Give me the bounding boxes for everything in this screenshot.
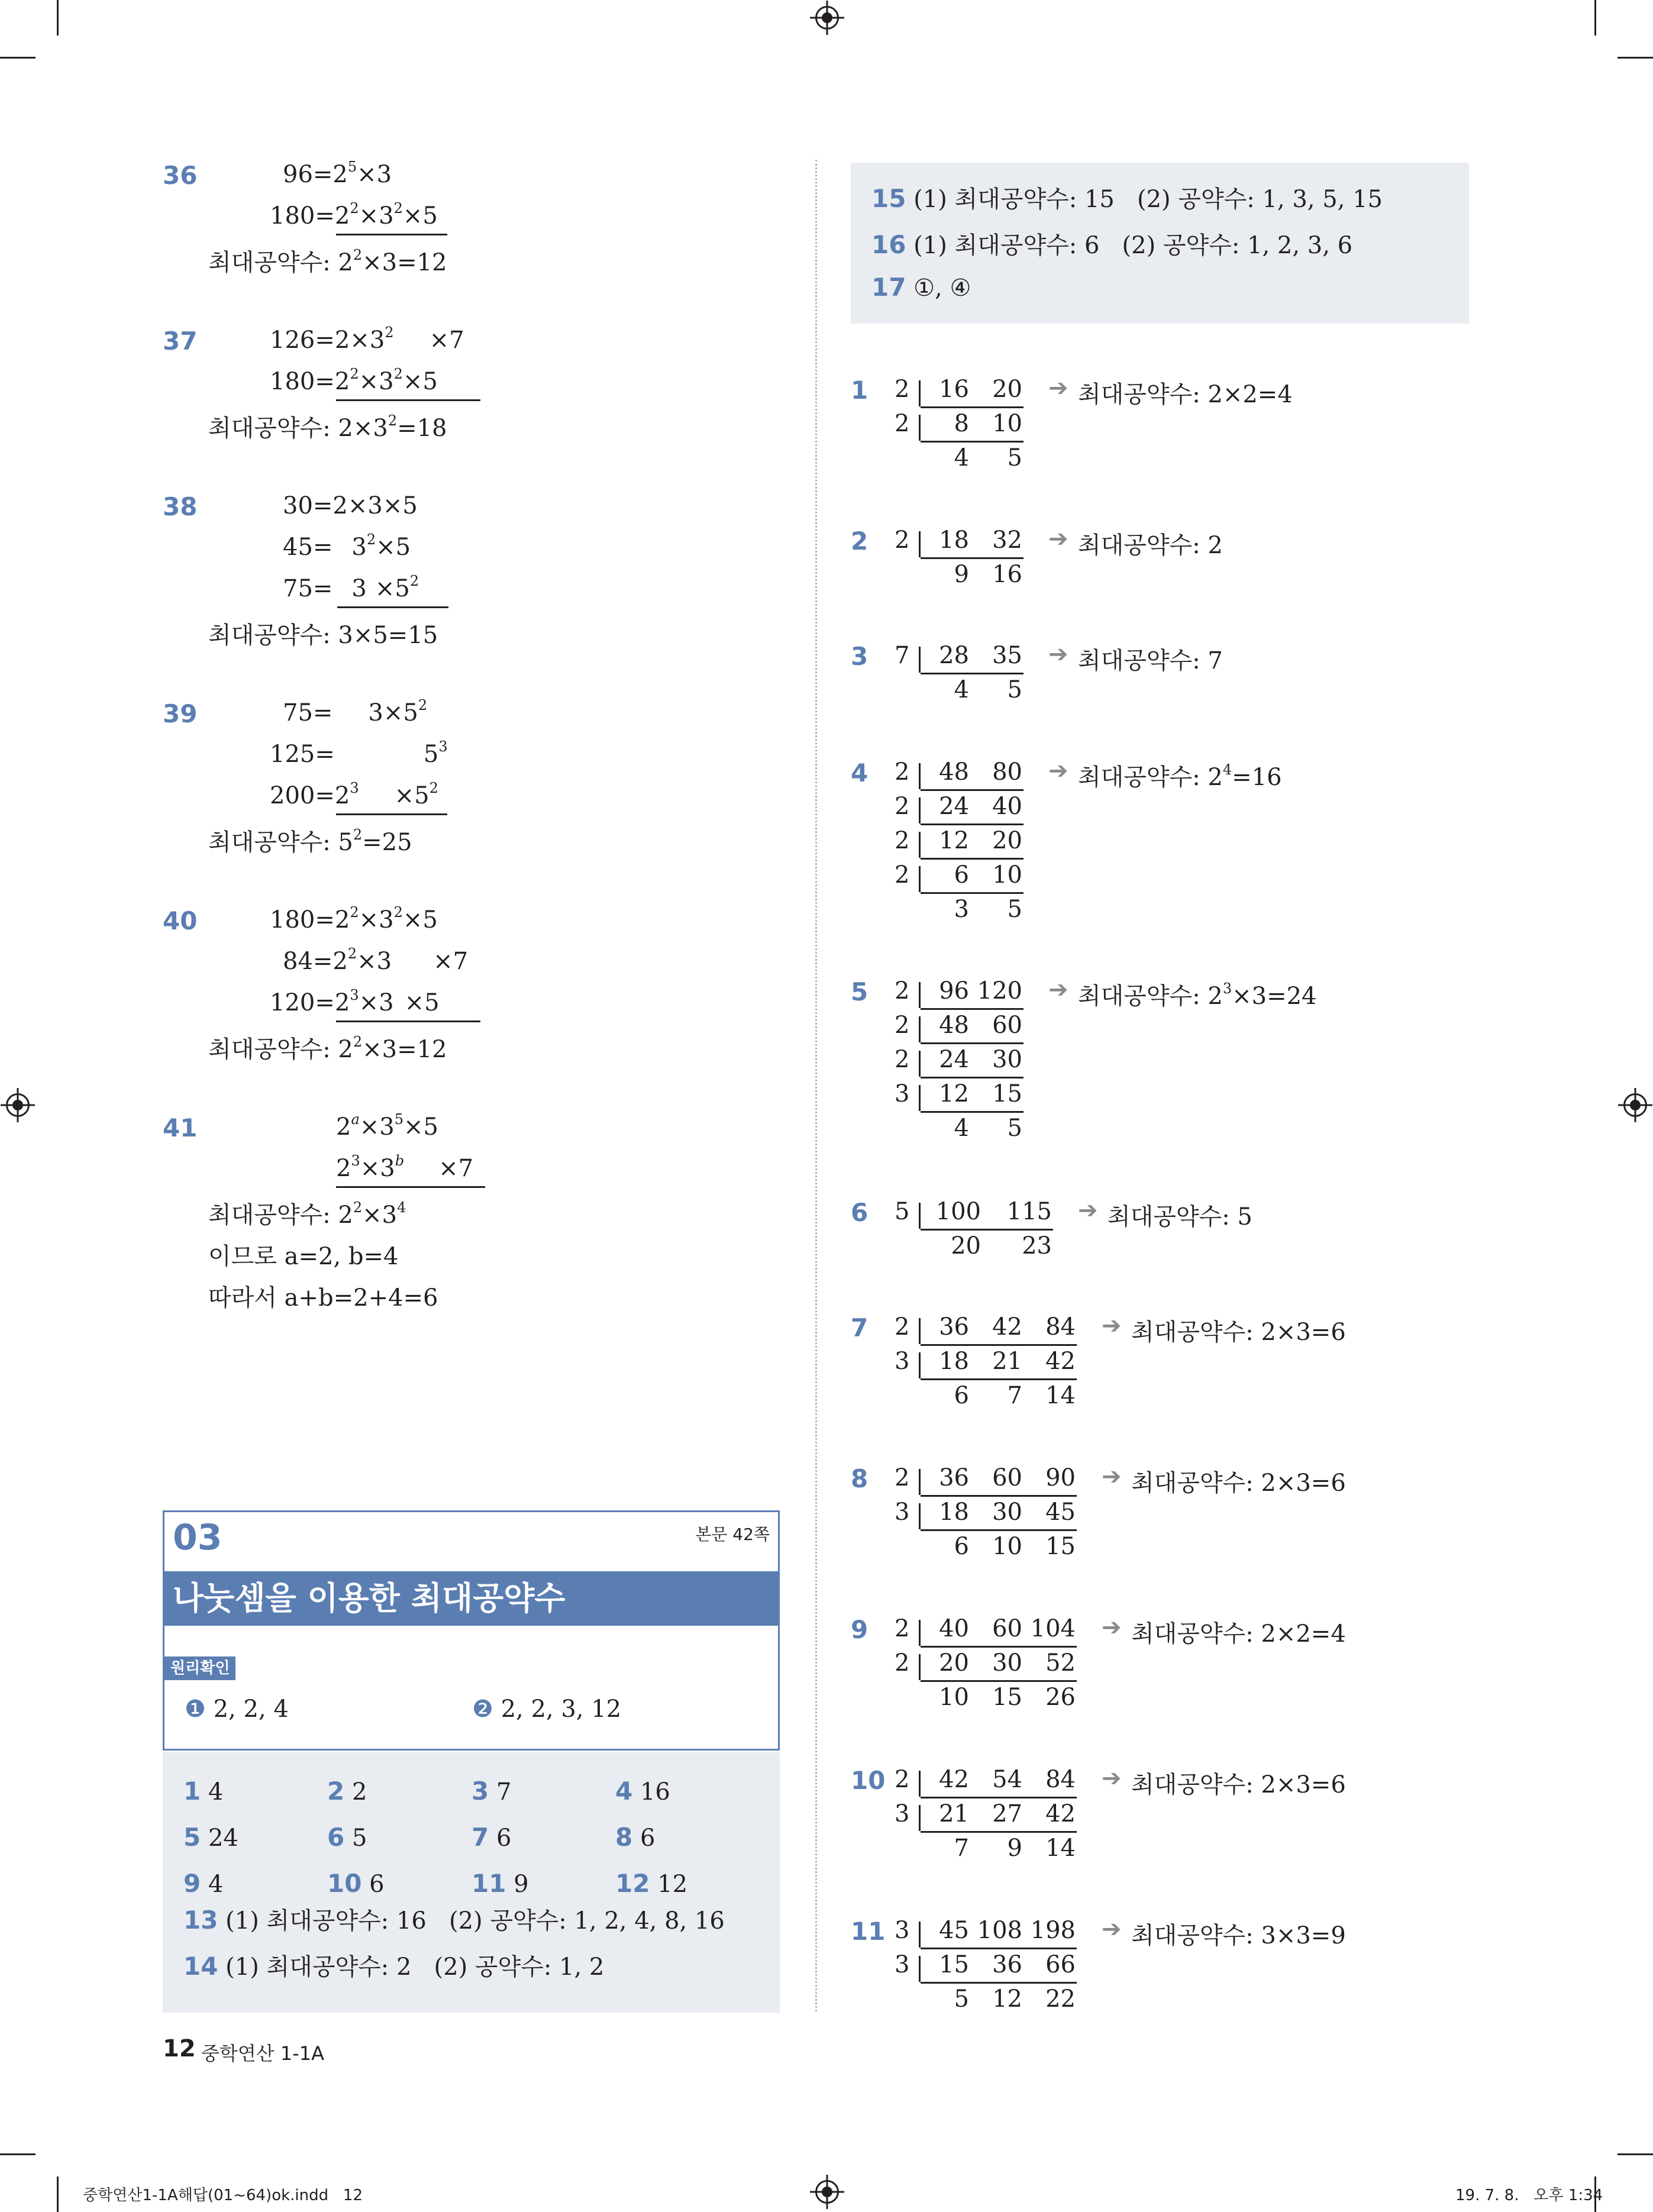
arrow-right-icon: ➔ (1048, 641, 1068, 668)
dividend: 36 (939, 1313, 969, 1341)
divisor: 3 (895, 1080, 910, 1107)
explanation: 따라서 a+b=2+4=6 (208, 1284, 438, 1312)
division-line (921, 1229, 1053, 1231)
dividend: 60 (992, 1615, 1022, 1642)
date-info: 19. 7. 8. 오후 1:34 (1455, 2187, 1603, 2204)
quotient: 4 (954, 444, 969, 472)
result: 최대공약수: $2^2\times 3=12$ (208, 1034, 447, 1063)
gcd-result: 최대공약수: 2×3=6 (1131, 1470, 1346, 1497)
crop-mark (1618, 57, 1653, 59)
dividend: 18 (939, 527, 969, 554)
crop-mark (1618, 2153, 1653, 2155)
quotient: 3 (954, 896, 969, 923)
equation: $45= 3^2\times 5$ (283, 531, 411, 561)
divisor: 2 (895, 527, 910, 554)
division-line (921, 1948, 1077, 1949)
quotient: 7 (954, 1835, 969, 1862)
result: 최대공약수: 3×5=15 (208, 622, 438, 649)
check-answer-2: ❷ 2, 2, 3, 12 (472, 1696, 622, 1723)
dividend: 100 (935, 1198, 981, 1225)
dividend: 60 (992, 1012, 1022, 1039)
dividend: 35 (992, 642, 1022, 669)
registration-mark-icon (1623, 1093, 1647, 1117)
divisor: 2 (895, 1649, 910, 1677)
divisor: 2 (895, 758, 910, 786)
divisor: 5 (895, 1198, 910, 1225)
dividend: 21 (992, 1348, 1022, 1375)
gcd-result: 최대공약수: 5 (1108, 1203, 1252, 1231)
divisor: 3 (895, 1348, 910, 1375)
underline (337, 606, 448, 608)
division-line (921, 1797, 1077, 1798)
dividend: 36 (992, 1951, 1022, 1978)
answer-17: 17 ①, ④ (871, 273, 971, 302)
dividend: 20 (992, 376, 1022, 403)
quotient: 10 (992, 1533, 1022, 1560)
divisor: 2 (895, 861, 910, 889)
division-line (921, 1042, 1024, 1044)
dividend: 90 (1045, 1464, 1076, 1491)
crop-mark (0, 57, 35, 59)
equation: $75= 3 \times 5^2$ (283, 573, 419, 602)
arrow-right-icon: ➔ (1102, 1765, 1122, 1792)
dividend: 45 (939, 1917, 969, 1944)
quotient: 6 (954, 1533, 969, 1560)
answer-15: 15 (1) 최대공약수: 15 (2) 공약수: 1, 3, 5, 15 (871, 184, 1383, 213)
dividend: 54 (992, 1766, 1022, 1793)
registration-mark-icon (815, 6, 839, 30)
quotient: 9 (1007, 1835, 1022, 1862)
registration-mark-icon (6, 1093, 30, 1117)
dividend: 15 (939, 1951, 969, 1978)
quotient: 5 (1007, 896, 1022, 923)
arrow-right-icon: ➔ (1102, 1614, 1122, 1641)
division-line (921, 1646, 1077, 1648)
section-title: 나눗셈을 이용한 최대공약수 (164, 1571, 778, 1626)
arrow-right-icon: ➔ (1048, 976, 1068, 1003)
dividend: 12 (939, 827, 969, 854)
answer-14: 14 (1) 최대공약수: 2 (2) 공약수: 1, 2 (183, 1952, 605, 1981)
answer-item: 11 9 (472, 1869, 529, 1898)
dividend: 40 (992, 793, 1022, 820)
arrow-right-icon: ➔ (1048, 525, 1068, 553)
division-line (921, 1982, 1077, 1984)
quotient: 26 (1045, 1684, 1076, 1711)
problem-number: 3 (851, 642, 869, 671)
equation: $96=2^5\times 3$ (283, 159, 392, 188)
dividend: 36 (939, 1464, 969, 1491)
dividend: 42 (1045, 1800, 1076, 1827)
equation: $180=2^2\times 3^2\times 5$ (270, 366, 438, 395)
answer-item: 1 4 (183, 1777, 224, 1806)
arrow-right-icon: ➔ (1048, 374, 1068, 402)
dividend: 198 (1030, 1917, 1076, 1944)
divisor: 3 (895, 1800, 910, 1827)
dividend: 20 (992, 827, 1022, 854)
quotient: 22 (1045, 1985, 1076, 2013)
equation: $120=2^3\times 3 \times 5$ (270, 987, 440, 1016)
gcd-result: 최대공약수: 2×2=4 (1131, 1620, 1346, 1648)
divisor: 2 (895, 1464, 910, 1491)
answer-item: 9 4 (183, 1869, 224, 1898)
division-line (921, 1680, 1077, 1682)
answer-item: 7 6 (472, 1823, 512, 1852)
divisor: 2 (895, 1615, 910, 1642)
book-title: 중학연산 1-1A (201, 2042, 324, 2065)
problem-number: 1 (851, 376, 869, 405)
arrow-right-icon: ➔ (1078, 1197, 1098, 1224)
quotient: 10 (939, 1684, 969, 1711)
quotient: 15 (1045, 1533, 1076, 1560)
underline (336, 234, 447, 235)
dividend: 28 (939, 642, 969, 669)
divisor: 2 (895, 1046, 910, 1073)
equation: 30=2×3×5 (283, 492, 418, 519)
division-line (921, 1111, 1024, 1113)
answer-item: 6 5 (327, 1823, 367, 1852)
dividend: 84 (1045, 1313, 1076, 1341)
division-line (921, 1495, 1077, 1497)
answer-item: 5 24 (183, 1823, 238, 1852)
section-box (163, 1510, 780, 1751)
problem-number: 10 (851, 1766, 886, 1795)
gcd-result: 최대공약수: $2^3\times 3=24$ (1078, 980, 1317, 1010)
dividend: 66 (1045, 1951, 1076, 1978)
dividend: 18 (939, 1348, 969, 1375)
problem-number: 9 (851, 1615, 869, 1644)
file-info: 중학연산1-1A해답(01~64)ok.indd 12 (83, 2187, 363, 2204)
quotient: 20 (951, 1232, 981, 1260)
result: 최대공약수: $2\times 3^2=18$ (208, 412, 447, 442)
problem-number: 6 (851, 1198, 869, 1227)
crop-mark (0, 2153, 35, 2155)
answer-16: 16 (1) 최대공약수: 6 (2) 공약수: 1, 2, 3, 6 (871, 230, 1353, 259)
problem-number: 4 (851, 758, 869, 787)
quotient: 15 (992, 1684, 1022, 1711)
equation: $126=2\times 3^2 \times 7$ (270, 324, 464, 354)
division-line (921, 1529, 1077, 1531)
explanation: 이므로 a=2, b=4 (208, 1243, 399, 1270)
dividend: 45 (1045, 1499, 1076, 1526)
division-line (921, 557, 1024, 559)
quotient: 5 (954, 1985, 969, 2013)
quotient: 5 (1007, 1115, 1022, 1142)
arrow-right-icon: ➔ (1048, 757, 1068, 784)
division-line (921, 1008, 1024, 1010)
column-divider (815, 160, 817, 2011)
gcd-result: 최대공약수: $2^4=16$ (1078, 761, 1282, 791)
result: 최대공약수: $2^2\times 3=12$ (208, 247, 447, 276)
equation: $180=2^2\times 3^2\times 5$ (270, 904, 438, 934)
dividend: 20 (939, 1649, 969, 1677)
dividend: 84 (1045, 1766, 1076, 1793)
division-line (921, 1077, 1024, 1078)
dividend: 10 (992, 861, 1022, 889)
quotient: 9 (954, 561, 969, 588)
quotient: 4 (954, 1115, 969, 1142)
divisor: 2 (895, 410, 910, 437)
dividend: 52 (1045, 1649, 1076, 1677)
dividend: 18 (939, 1499, 969, 1526)
answer-item: 3 7 (472, 1777, 512, 1806)
equation: $2^a\times 3^5\times 5$ (336, 1111, 438, 1141)
divisor: 2 (895, 1313, 910, 1341)
page-number: 12 (163, 2035, 196, 2062)
answer-item: 2 2 (327, 1777, 367, 1806)
division-line (921, 406, 1024, 408)
dividend: 42 (992, 1313, 1022, 1341)
gcd-result: 최대공약수: 2×2=4 (1078, 381, 1293, 408)
equation: $200=2^3 \times 5^2$ (270, 780, 438, 809)
division-line (921, 858, 1024, 860)
quotient: 14 (1045, 1382, 1076, 1409)
dividend: 42 (1045, 1348, 1076, 1375)
dividend: 24 (939, 1046, 969, 1073)
quotient: 14 (1045, 1835, 1076, 1862)
equation: $2^3\times 3^b \times 7$ (336, 1152, 474, 1182)
division-line (921, 441, 1024, 443)
divisor: 2 (895, 1012, 910, 1039)
check-answer-1: ❶ 2, 2, 4 (185, 1696, 289, 1723)
dividend: 30 (992, 1499, 1022, 1526)
problem-number: 2 (851, 527, 869, 556)
divisor: 3 (895, 1499, 910, 1526)
arrow-right-icon: ➔ (1102, 1916, 1122, 1943)
dividend: 40 (939, 1615, 969, 1642)
quotient: 12 (992, 1985, 1022, 2013)
underline (336, 399, 480, 401)
quotient: 5 (1007, 444, 1022, 472)
dividend: 21 (939, 1800, 969, 1827)
gcd-result: 최대공약수: 7 (1078, 647, 1223, 674)
dividend: 120 (977, 977, 1022, 1005)
crop-mark (57, 0, 59, 35)
section-ref: 본문 42쪽 (695, 1525, 770, 1544)
dividend: 42 (939, 1766, 969, 1793)
answer-item: 12 12 (615, 1869, 688, 1898)
divisor: 2 (895, 1766, 910, 1793)
dividend: 108 (977, 1917, 1022, 1944)
dividend: 16 (939, 376, 969, 403)
quotient: 4 (954, 676, 969, 703)
divisor: 2 (895, 793, 910, 820)
problem-number: 7 (851, 1313, 869, 1342)
dividend: 27 (992, 1800, 1022, 1827)
dividend: 24 (939, 793, 969, 820)
quotient: 7 (1007, 1382, 1022, 1409)
quotient: 6 (954, 1382, 969, 1409)
dividend: 12 (939, 1080, 969, 1107)
dividend: 48 (939, 1012, 969, 1039)
dividend: 32 (992, 527, 1022, 554)
dividend: 6 (954, 861, 969, 889)
dividend: 48 (939, 758, 969, 786)
gcd-result: 최대공약수: 2×3=6 (1131, 1771, 1346, 1798)
underline (336, 1021, 480, 1022)
quotient: 5 (1007, 676, 1022, 703)
problem-number: 11 (851, 1917, 886, 1946)
divisor: 7 (895, 642, 910, 669)
answer-item: 4 16 (615, 1777, 670, 1806)
result: 최대공약수: $5^2=25$ (208, 826, 412, 856)
crop-mark (1594, 0, 1596, 35)
section-number: 03 (173, 1517, 222, 1558)
equation: $180=2^2\times 3^2\times 5$ (270, 200, 438, 230)
problem-number: 5 (851, 977, 869, 1006)
gcd-result: 최대공약수: 2×3=6 (1131, 1319, 1346, 1346)
dividend: 8 (954, 410, 969, 437)
equation: $75= 3\times 5^2$ (283, 697, 428, 726)
division-line (921, 673, 1024, 674)
arrow-right-icon: ➔ (1102, 1463, 1122, 1490)
quotient: 16 (992, 561, 1022, 588)
check-label: 원리확인 (164, 1656, 235, 1680)
underline (336, 813, 447, 815)
dividend: 30 (992, 1046, 1022, 1073)
dividend: 115 (1006, 1198, 1052, 1225)
dividend: 80 (992, 758, 1022, 786)
crop-mark (57, 2177, 59, 2212)
quotient: 23 (1022, 1232, 1052, 1260)
divisor: 3 (895, 1917, 910, 1944)
gcd-result: 최대공약수: 3×3=9 (1131, 1922, 1346, 1949)
answer-item: 10 6 (327, 1869, 385, 1898)
division-line (921, 892, 1024, 894)
divisor: 2 (895, 977, 910, 1005)
dividend: 10 (992, 410, 1022, 437)
division-line (921, 1831, 1077, 1833)
division-line (921, 789, 1024, 791)
problem-number: 8 (851, 1464, 869, 1493)
dividend: 96 (939, 977, 969, 1005)
dividend: 15 (992, 1080, 1022, 1107)
underline (336, 1186, 485, 1188)
registration-mark-icon (815, 2180, 839, 2204)
answer-13: 13 (1) 최대공약수: 16 (2) 공약수: 1, 2, 4, 8, 16 (183, 1906, 725, 1935)
dividend: 30 (992, 1649, 1022, 1677)
gcd-result: 최대공약수: 2 (1078, 532, 1223, 559)
divisor: 3 (895, 1951, 910, 1978)
result: 최대공약수: $2^2\times 3^4$ (208, 1199, 406, 1229)
arrow-right-icon: ➔ (1102, 1312, 1122, 1339)
equation: $125= 5^3$ (270, 738, 448, 768)
equation: $84=2^2\times 3 \times 7$ (283, 945, 469, 975)
dividend: 60 (992, 1464, 1022, 1491)
dividend: 104 (1030, 1615, 1076, 1642)
answer-item: 8 6 (615, 1823, 656, 1852)
division-line (921, 1344, 1077, 1346)
division-line (921, 824, 1024, 825)
division-line (921, 1378, 1077, 1380)
divisor: 2 (895, 376, 910, 403)
divisor: 2 (895, 827, 910, 854)
